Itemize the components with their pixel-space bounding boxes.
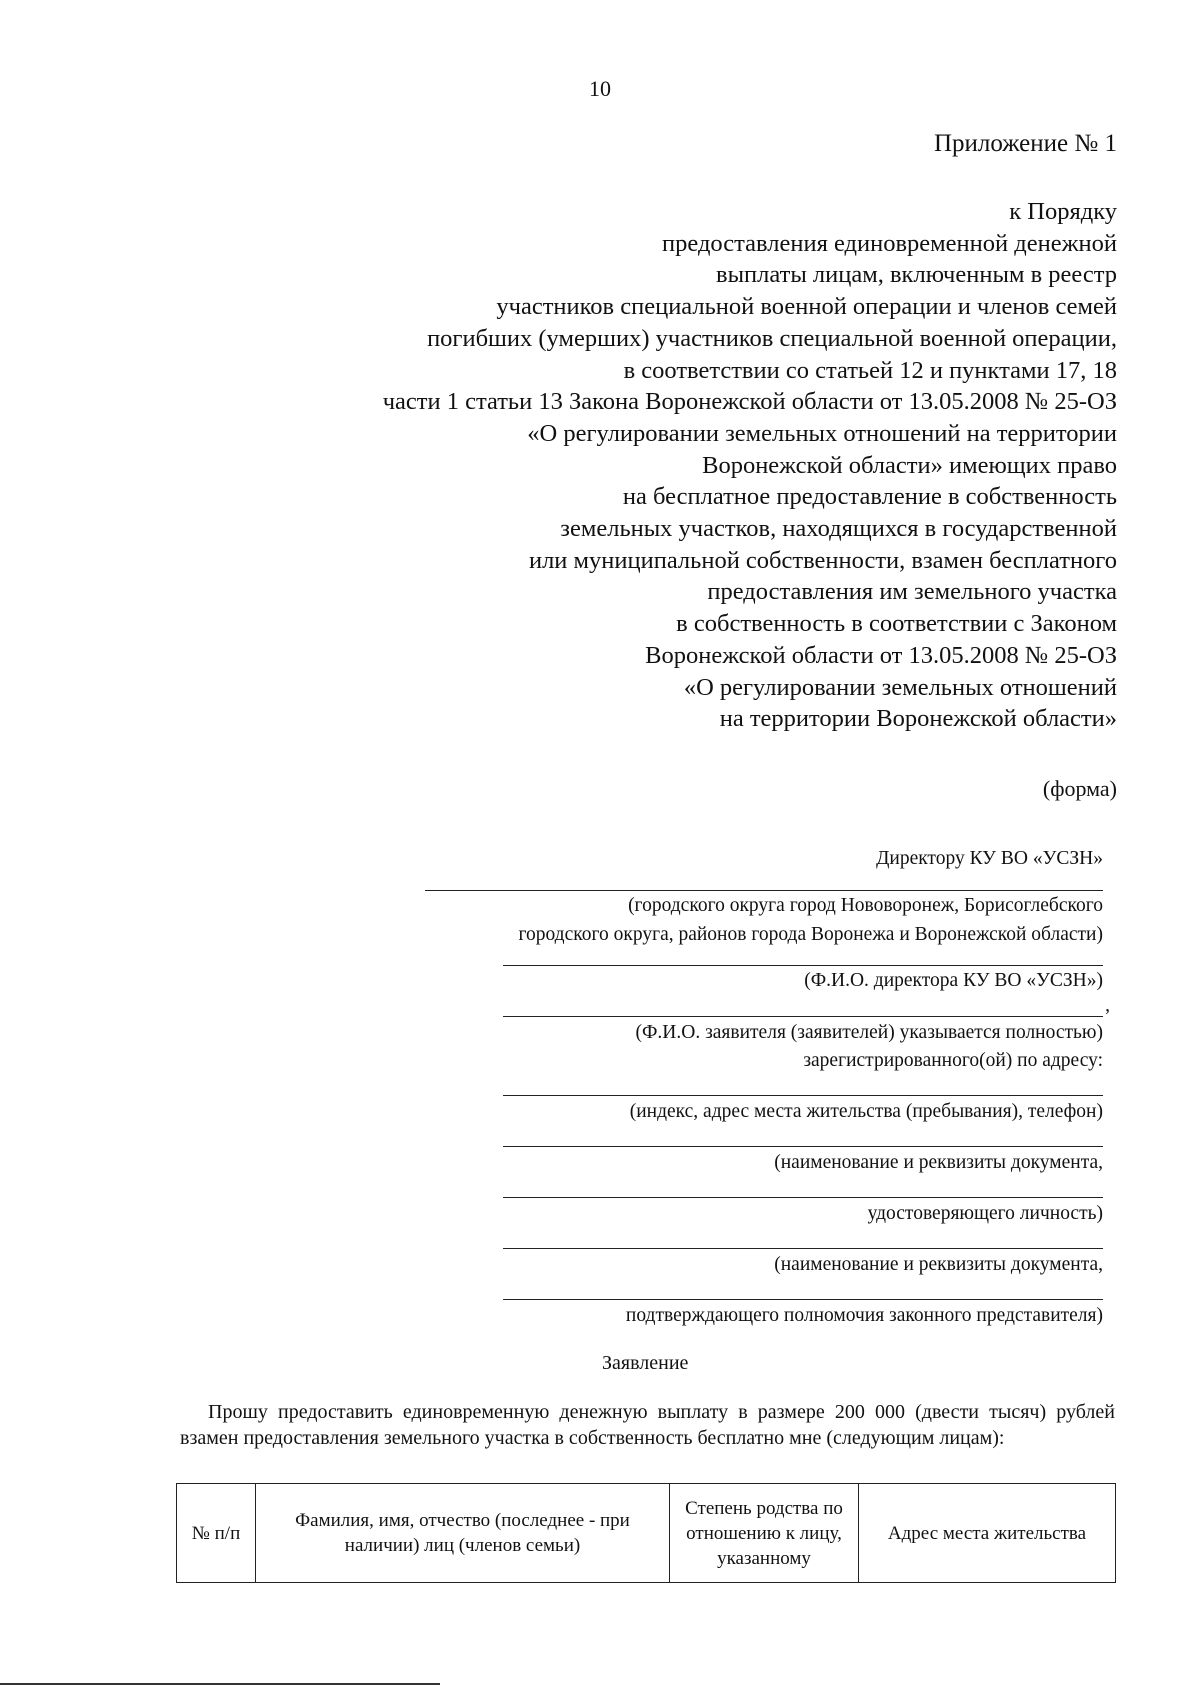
header-line: предоставления единовременной денежной <box>662 229 1117 257</box>
id-document-caption: удостоверяющего личность) <box>867 1203 1103 1224</box>
family-members-table <box>176 1483 1116 1583</box>
header-line: погибших (умерших) участников специальной военной операции, <box>427 324 1117 352</box>
addressee-to: Директору КУ ВО «УСЗН» <box>876 848 1103 869</box>
registered-caption: зарегистрированного(ой) по адресу: <box>803 1050 1103 1071</box>
header-line: к Порядку <box>1009 198 1117 225</box>
header-line: предоставления им земельного участка <box>707 578 1117 606</box>
applicant-name-caption: (Ф.И.О. заявителя (заявителей) указывается полностью) <box>635 1022 1103 1043</box>
blank-line <box>503 1197 1103 1198</box>
appendix-header <box>383 196 1117 735</box>
header-line: части 1 статьи 13 Закона Воронежской области от 13.05.2008 № 25-ОЗ <box>382 388 1117 416</box>
appendix-title: Приложение № 1 <box>933 130 1117 157</box>
statement-text: Прошу предоставить единовременную денежную выплату в размере 200 000 (двести тысяч) рублей взамен предоставления земельного участка в собственность бесплатно мне (следующим лицам): <box>180 1401 1115 1449</box>
id-document-caption: (наименование и реквизиты документа, <box>774 1152 1103 1173</box>
district-caption: (городского округа город Нововоронеж, Борисоглебского <box>628 895 1103 916</box>
header-line: в соответствии со статьей 12 и пунктами 17, 18 <box>623 356 1117 384</box>
header-line: в собственность в соответствии с Законом <box>676 610 1117 638</box>
blank-line <box>425 890 1103 891</box>
blank-line <box>503 1299 1103 1300</box>
header-line: Воронежской области» имеющих право <box>702 451 1117 479</box>
district-caption: городского округа, районов города Воронежа и Воронежской области) <box>518 924 1103 945</box>
blank-line <box>503 1248 1103 1249</box>
header-line: земельных участков, находящихся в государственной <box>560 515 1117 543</box>
header-line: на территории Воронежской области» <box>719 705 1117 733</box>
page-number: 10 <box>589 76 611 101</box>
header-line: Воронежской области от 13.05.2008 № 25-ОЗ <box>645 641 1117 669</box>
header-line: на бесплатное предоставление в собственность <box>622 483 1117 511</box>
header-line: выплаты лицам, включенным в реестр <box>716 261 1117 289</box>
address-caption: (индекс, адрес места жительства (пребывания), телефон) <box>629 1101 1103 1122</box>
header-line: «О регулировании земельных отношений <box>683 673 1117 701</box>
blank-line <box>503 1016 1103 1017</box>
header-line: «О регулировании земельных отношений на территории <box>527 419 1117 447</box>
table-header-row <box>177 1484 1116 1583</box>
header-line: или муниципальной собственности, взамен бесплатного <box>528 546 1117 574</box>
authority-document-caption: подтверждающего полномочия законного представителя) <box>625 1305 1103 1326</box>
column-header-full-name: Фамилия, имя, отчество (последнее - при наличии) лиц (членов семьи) <box>256 1484 670 1583</box>
form-label: (форма) <box>1042 776 1117 801</box>
column-header-number: № п/п <box>177 1484 256 1583</box>
page-edge-line <box>0 1683 440 1685</box>
blank-line <box>503 965 1103 966</box>
blank-line <box>503 1146 1103 1147</box>
header-line: участников специальной военной операции и членов семей <box>496 293 1117 321</box>
authority-document-caption: (наименование и реквизиты документа, <box>774 1254 1103 1275</box>
column-header-relation: Степень родства по отношению к лицу, указанному <box>670 1484 859 1583</box>
blank-line <box>503 1095 1103 1096</box>
statement-title: Заявление <box>602 1352 689 1374</box>
comma: , <box>1105 995 1110 1016</box>
column-header-address: Адрес места жительства <box>859 1484 1116 1583</box>
director-name-caption: (Ф.И.О. директора КУ ВО «УСЗН») <box>804 970 1103 991</box>
